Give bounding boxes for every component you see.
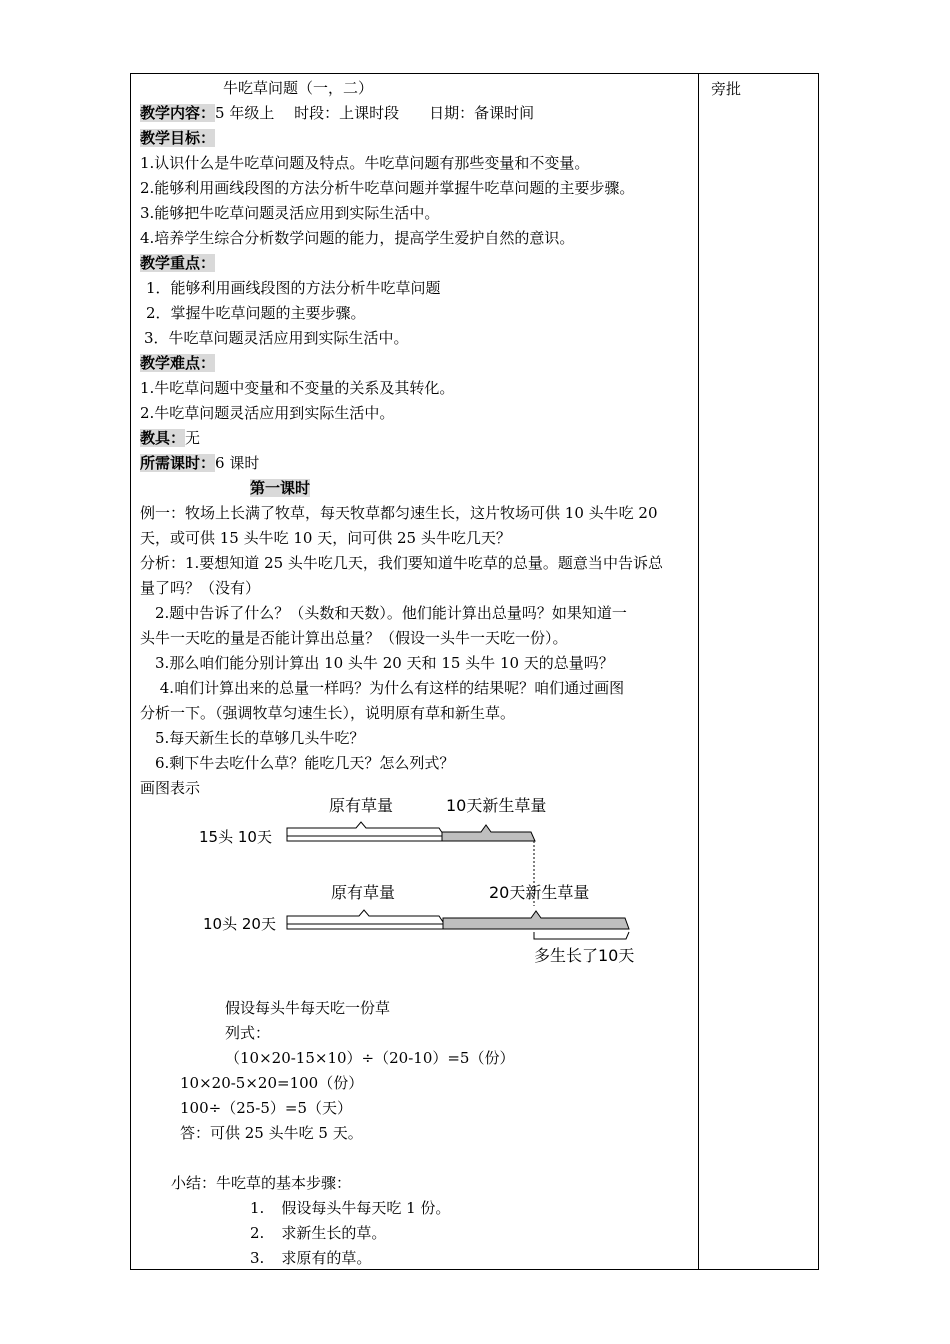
lesson-section-title: 第一课时 (250, 479, 311, 497)
solution-assumption: 假设每头牛每天吃一份草 (225, 999, 391, 1017)
analysis-line: 分析：1.要想知道 25 头牛吃几天，我们要知道牛吃草的总量。题意当中告诉总 (140, 554, 663, 572)
key-point-item: 2．掌握牛吃草问题的主要步骤。 (146, 304, 366, 322)
difficulty-item: 2.牛吃草问题灵活应用到实际生活中。 (140, 404, 395, 422)
content-row (140, 102, 534, 124)
example-line: 天，或可供 15 头牛吃 10 天，问可供 25 头牛吃几天？ (140, 529, 511, 547)
key-point-item: 3．牛吃草问题灵活应用到实际生活中。 (144, 329, 409, 347)
diagram-row2-original-brace (287, 910, 443, 924)
diagram-row1-new-label: 10天新生草量 (446, 796, 547, 815)
diagram-row2-original-bar (287, 924, 443, 929)
analysis-line: 5.每天新生长的草够几头牛吃？ (140, 729, 365, 747)
diagram-row1-original-bar (287, 836, 442, 841)
key-points-heading: 教学重点： (140, 254, 216, 272)
analysis-line: 2.题中告诉了什么？（头数和天数）。他们能计算出总量吗？如果知道一 (140, 604, 627, 622)
summary-label: 小结：牛吃草的基本步骤： (171, 1174, 352, 1192)
lesson-plan-table (130, 73, 819, 1270)
side-notes-header: 旁批 (711, 80, 742, 98)
difficulties-heading: 教学难点： (140, 354, 216, 372)
hours-row (140, 452, 259, 474)
diagram-row1-original-label: 原有草量 (329, 796, 394, 815)
tools-row (140, 427, 200, 449)
diagram-row1-label: 15头 10天 (199, 828, 272, 846)
hours-value: 6 课时 (215, 454, 260, 472)
diagram-row2-label: 10头 20天 (203, 915, 276, 933)
lesson-title: 牛吃草问题（一，二） (223, 79, 374, 97)
content-label: 教学内容： (140, 104, 216, 122)
content-value: 5 年级上 时段：上课时段 日期：备课时间 (215, 104, 535, 122)
solution-step: 10×20-5×20=100（份） (180, 1074, 364, 1092)
analysis-line: 6.剩下牛去吃什么草？能吃几天？怎么列式？ (140, 754, 455, 772)
diagram-extra-brace (534, 932, 629, 939)
analysis-line: 3.那么咱们能分别计算出 10 头牛 20 天和 15 头牛 10 天的总量吗？ (140, 654, 614, 672)
hours-label: 所需课时： (140, 454, 216, 472)
diagram-row2-new-label: 20天新生草量 (489, 883, 590, 902)
key-point-item: 1．能够利用画线段图的方法分析牛吃草问题 (146, 279, 441, 297)
diagram-row2-original-label: 原有草量 (331, 883, 396, 902)
objectives-heading: 教学目标： (140, 129, 216, 147)
segment-diagram (181, 794, 701, 969)
example-line: 例一：牧场上长满了牧草，每天牧草都匀速生长，这片牧场可供 10 头牛吃 20 (140, 504, 658, 522)
diagram-row1-original-brace (287, 822, 443, 836)
solution-formula-label: 列式： (225, 1024, 271, 1042)
analysis-line: 量了吗？（没有） (140, 579, 261, 597)
summary-step: 1. 假设每头牛每天吃 1 份。 (250, 1199, 451, 1217)
solution-answer: 答：可供 25 头牛吃 5 天。 (180, 1124, 363, 1142)
objective-item: 3.能够把牛吃草问题灵活应用到实际生活中。 (140, 204, 440, 222)
tools-label: 教具： (140, 429, 186, 447)
solution-formula: （10×20-15×10）÷（20-10）=5（份） (225, 1049, 515, 1067)
summary-step: 2. 求新生长的草。 (250, 1224, 387, 1242)
tools-value: 无 (185, 429, 201, 447)
summary-step: 3. 求原有的草。 (250, 1249, 372, 1267)
diagram-row1-new-bar (442, 825, 535, 841)
analysis-line: 分析一下。（强调牧草匀速生长），说明原有草和新生草。 (140, 704, 516, 722)
analysis-line: 4.咱们计算出来的总量一样吗？为什么有这样的结果呢？咱们通过画图 (140, 679, 625, 697)
objective-item: 2.能够利用画线段图的方法分析牛吃草问题并掌握牛吃草问题的主要步骤。 (140, 179, 635, 197)
diagram-extra-label: 多生长了10天 (534, 946, 635, 965)
diagram-row2-new-bar (443, 911, 629, 929)
column-divider (698, 74, 699, 1269)
solution-step: 100÷（25-5）=5（天） (180, 1099, 353, 1117)
analysis-line: 头牛一天吃的量是否能计算出总量？（假设一头牛一天吃一份）。 (140, 629, 568, 647)
objective-item: 4.培养学生综合分析数学问题的能力，提高学生爱护自然的意识。 (140, 229, 575, 247)
diagram-caption: 画图表示 (140, 779, 201, 797)
objective-item: 1.认识什么是牛吃草问题及特点。牛吃草问题有那些变量和不变量。 (140, 154, 590, 172)
difficulty-item: 1.牛吃草问题中变量和不变量的关系及其转化。 (140, 379, 455, 397)
